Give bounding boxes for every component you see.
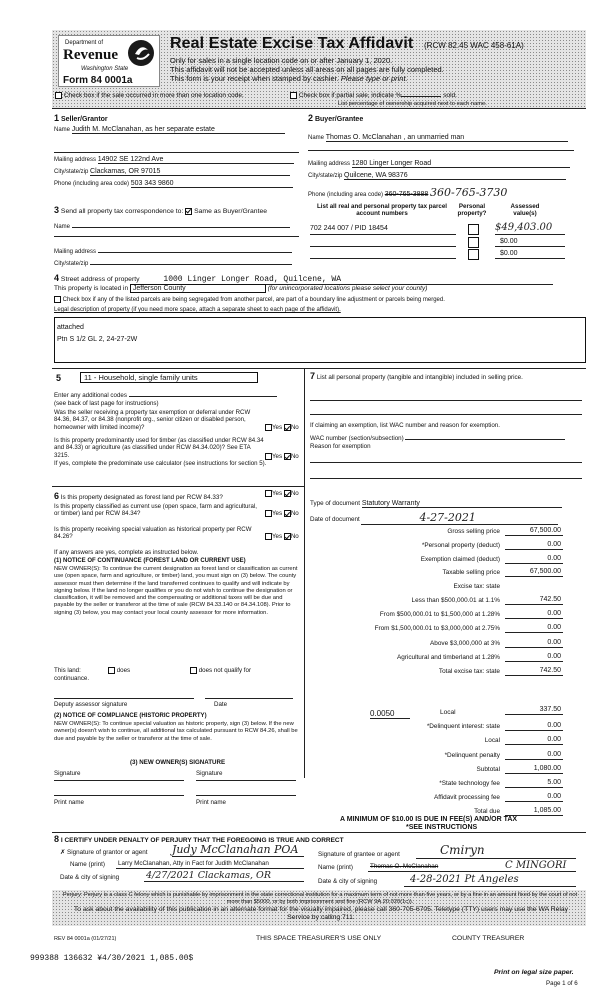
see-instructions: *SEE INSTRUCTIONS — [406, 824, 478, 831]
buyer-heading: 2 Buyer/Grantee — [308, 113, 364, 123]
new-owner-signature-title: (3) NEW OWNER(S) SIGNATURE — [130, 759, 226, 766]
grantee-date-label: Date & city of signing — [318, 878, 378, 885]
section5-q2-answer[interactable]: Yes No — [265, 453, 299, 460]
partial-sale-checkbox[interactable] — [290, 92, 297, 99]
section5-num: 5 — [56, 373, 62, 383]
seller-name[interactable]: Judith M. McClanahan, as her separate estate — [72, 126, 285, 134]
ownership-note: List percentage of ownership acquired next to each name. — [338, 101, 487, 107]
tax-row-value-10[interactable]: 742.50 — [539, 667, 561, 674]
reason-label: Reason for exemption — [310, 443, 371, 450]
buyer-phone-struck: 360-765-3888 — [384, 191, 429, 198]
local-value[interactable]: 337.50 — [539, 706, 561, 713]
tax-row-value-1[interactable]: 0.00 — [547, 541, 561, 548]
tax-row-underline-8 — [505, 647, 563, 648]
notice1-title: (1) NOTICE OF CONTINUANCE (FOREST LAND OR CURRENT USE) — [54, 558, 246, 564]
county-treasurer: COUNTY TREASURER — [452, 935, 525, 942]
tax-row-underline-6 — [505, 618, 563, 619]
perjury-text: Perjury: Perjury is a class C felony which is punishable by imprisonment in the state correctional institution for a maximum term of not more than five years, or by a fine in an amount fixed by the court of not more than $5000, or by both imprisonment and fine (RCW 9A.20.020(1c)). — [62, 892, 578, 905]
grantor-signature[interactable]: Judy McClanahan POA — [172, 843, 299, 856]
dept-state: Washington State — [81, 66, 129, 72]
owner-print-label-1: Print name — [54, 799, 84, 806]
grantor-date-label: Date & city of signing — [60, 874, 120, 881]
tax-row2-value-3[interactable]: 1,080.00 — [533, 765, 561, 772]
buyer-phone-row: Phone (including area code) 360-765-3888 360-765-3730 — [308, 186, 508, 199]
street-address[interactable]: 1000 Linger Longer Road, Quilcene, WA — [141, 275, 553, 285]
doc-date[interactable]: 4-27-2021 — [361, 511, 558, 525]
see-back: (see back of last page for instructions) — [54, 400, 159, 407]
legal-desc-box[interactable] — [54, 317, 586, 363]
parcel-col2-header: Personal property? — [457, 203, 487, 217]
tax-row2-value-0[interactable]: 0.00 — [547, 722, 561, 729]
tax-row-label-5: Less than $500,000.01 at 1.1% — [411, 597, 500, 604]
section5-q1: Was the seller receiving a property tax exemption or deferral under RCW 84.36, 84.37, or 84.38 (nonprofit org., senior citizen or disabled person, homeowner with limited income)? — [54, 409, 251, 431]
tax-row-value-6[interactable]: 0.00 — [547, 610, 561, 617]
dept-revenue: Revenue — [63, 47, 118, 63]
grantee-signature[interactable]: Cmiryn — [440, 843, 485, 857]
tax-row-underline-10 — [505, 675, 563, 676]
seller-city[interactable]: Clackamas, OR 97015 — [90, 168, 290, 176]
section6-q2-answer[interactable]: Yes No — [265, 510, 299, 517]
page-number: Page 1 of 6 — [546, 980, 578, 987]
legal-desc-line2: Ptn S 1/2 GL 2, 24-27-2W — [57, 336, 138, 343]
tax-row-value-5[interactable]: 742.50 — [539, 596, 561, 603]
notice1-text: NEW OWNER(S): To continue the current designation as forest land or classification as current use (open space, farm and agriculture, or timber) land, you must sign on (3) below. The county assessor must then determine if the land transferred continues to qualify and will indicate by signing below. If the land no longer qualifies or you do not wish to continue the designation or classification, it will be removed and the compensating or additional taxes will be due and payable by the seller or transferor at the time of sale (RCW 84.33.140 or 84.34.108). Prior to signing (3) below, you may contact your local county assessor for more information. — [54, 566, 298, 616]
section3-city-row: City/state/zip — [54, 258, 292, 267]
tax-row2-underline-5 — [505, 801, 563, 802]
tax-row-label-10: Total excise tax: state — [438, 668, 500, 675]
tax-row2-underline-4 — [505, 787, 563, 788]
grantee-sig-label: Signature of grantee or agent — [318, 851, 400, 858]
tax-row2-label-4: *State technology fee — [439, 780, 500, 787]
section3-name-row: Name — [54, 221, 290, 230]
wac-input[interactable] — [405, 434, 565, 440]
does-not-checkbox[interactable] — [190, 667, 197, 674]
tax-row-label-2: Exemption claimed (deduct) — [420, 556, 500, 563]
tax-row2-label-0: *Delinquent interest: state — [426, 723, 500, 730]
segregated-row[interactable]: Check box if any of the listed parcels are being segregated from another parcel, are part of a boundary line adjustment or parcels being merged. — [54, 296, 445, 303]
tax-row2-label-1: Local — [484, 737, 500, 744]
q1-yes-checkbox[interactable] — [265, 424, 272, 431]
tax-row-label-8: Above $3,000,000 at 3% — [430, 640, 500, 647]
section3-name[interactable] — [72, 221, 290, 228]
current-use-no-checkbox[interactable] — [284, 510, 291, 517]
personal-property-checkbox-2[interactable] — [468, 237, 479, 248]
does-not-option[interactable]: does not qualify for — [190, 667, 251, 674]
grantee-name-label: Name (print) — [318, 864, 353, 871]
this-land-row: This land: — [54, 667, 81, 674]
tax-row2-underline-2 — [505, 759, 563, 760]
owner-sig-label-2: Signature — [196, 770, 223, 777]
buyer-mailing-row: Mailing address 1280 Linger Longer Road — [308, 160, 570, 168]
partial-sale-check[interactable]: Check box if partial sale, indicate % sold. — [290, 92, 457, 99]
section6-q3: Is this property receiving special valuation as historical property per RCW 84.26? — [54, 526, 252, 541]
grantee-name-handwritten[interactable]: C MINGORI — [505, 860, 567, 871]
does-option[interactable]: does — [108, 667, 130, 674]
header-line1: Only for sales in a single location code on or after January 1, 2020. — [170, 56, 393, 65]
current-use-yes-checkbox[interactable] — [265, 510, 272, 517]
grantor-name[interactable]: Larry McClanahan, Atty in Fact for Judith McClanahan — [118, 860, 269, 867]
section5-q1-answer[interactable]: Yes No — [265, 424, 299, 431]
buyer-name[interactable]: Thomas O. McClanahan , an unmarried man — [326, 134, 568, 142]
section7-text: 7 List all personal property (tangible and intangible) included in selling price. — [310, 371, 523, 381]
doc-date-row: Date of document 4-27-2021 — [310, 511, 558, 525]
tax-row-label-9: Agricultural and timberland at 1.28% — [396, 654, 500, 661]
revenue-seal-icon — [127, 39, 155, 67]
county-select[interactable]: Jefferson County — [130, 284, 266, 293]
seller-mailing[interactable]: 14902 SE 122nd Ave — [98, 156, 294, 164]
buyer-city[interactable]: Quilcene, WA 98376 — [344, 172, 566, 180]
tax-row-label-7: From $1,500,000.01 to $3,000,000 at 2.75% — [374, 625, 500, 632]
street-row: 4 Street address of property 1000 Linger Longer Road, Quilcene, WA — [54, 273, 553, 285]
tax-row-value-3[interactable]: 67,500.00 — [529, 568, 561, 575]
tax-row-underline-2 — [505, 563, 563, 564]
tax-row-underline-0 — [505, 535, 563, 536]
seller-phone-row: Phone (including area code) 503 343 9860 — [54, 180, 293, 188]
tax-row-label-0: Gross selling price — [447, 528, 500, 535]
tax-row-value-0[interactable]: 67,500.00 — [529, 527, 561, 534]
additional-codes-row: Enter any additional codes — [54, 391, 277, 399]
section6-q2: Is this property classified as current use (open space, farm and agricultural, or timber) land per RCW 84.34? — [54, 503, 257, 518]
tax-row2-label-2: *Delinquent penalty — [444, 752, 500, 759]
seller-phone[interactable]: 503 343 9860 — [131, 180, 293, 188]
seller-heading: 1 Seller/Grantor — [54, 113, 108, 123]
seller-mailing-row: Mailing address 14902 SE 122nd Ave — [54, 156, 294, 164]
seller-name-row: Name Judith M. McClanahan, as her separate estate — [54, 126, 299, 134]
doc-type[interactable]: Statutory Warranty — [362, 500, 562, 508]
parcel-value-2[interactable]: $0.00 — [500, 238, 518, 245]
tax-row-underline-7 — [505, 632, 563, 633]
notice2-title: (2) NOTICE OF COMPLIANCE (HISTORIC PROPERTY) — [54, 713, 207, 719]
multi-location-check[interactable]: Check box if the sale occurred in more than one location code. — [55, 92, 244, 99]
owner-sig-label-1: Signature — [54, 770, 81, 777]
forest-no-checkbox[interactable] — [284, 490, 291, 497]
q2-yes-checkbox[interactable] — [265, 453, 272, 460]
doc-type-row: Type of document Statutory Warranty — [310, 500, 562, 508]
personal-property-checkbox-1[interactable] — [468, 224, 479, 235]
tax-row2-value-4[interactable]: 5.00 — [547, 779, 561, 786]
tax-row-underline-9 — [505, 661, 563, 662]
tax-row2-value-5[interactable]: 0.00 — [547, 793, 561, 800]
section3-mailing[interactable] — [98, 246, 292, 253]
tax-row-value-8[interactable]: 0.00 — [547, 639, 561, 646]
parcel-value-1[interactable]: $49,403.00 — [495, 222, 553, 233]
parcel-value-3[interactable]: $0.00 — [500, 250, 518, 257]
legal-desc-label: Legal description of property (if you need more space, attach a separate sheet to each page of the affidavit). — [54, 307, 341, 313]
parcel-number-1[interactable]: 702 244 007 / PID 18454 — [310, 225, 388, 232]
buyer-name-row: Name Thomas O. McClanahan , an unmarried man — [308, 134, 568, 142]
q1-no-checkbox[interactable] — [284, 424, 291, 431]
q2-no-checkbox[interactable] — [284, 453, 291, 460]
tax-row2-value-1[interactable]: 0.00 — [547, 736, 561, 743]
legal-desc-line1: attached — [57, 324, 84, 331]
tax-row2-label-5: Affidavit processing fee — [434, 794, 500, 801]
grantee-date-city[interactable]: 4-28-2021 Pt Angeles — [410, 874, 519, 885]
tax-row-value-9[interactable]: 0.00 — [547, 653, 561, 660]
revenue-logo — [58, 35, 160, 87]
segregated-checkbox[interactable] — [54, 296, 61, 303]
historic-yes-checkbox[interactable] — [265, 533, 272, 540]
section5-q2b: If yes, complete the predominate use calculator (see instructions for section 5). — [54, 460, 267, 467]
tax-row-value-7[interactable]: 0.00 — [547, 624, 561, 631]
tax-row-label-1: *Personal property (deduct) — [421, 542, 500, 549]
use-code-select[interactable]: 11 - Household, single family units — [80, 372, 258, 383]
tax-row-underline-3 — [505, 576, 563, 577]
tax-row-underline-1 — [505, 549, 563, 550]
parcel-col1-header: List all real and personal property tax parcel account numbers — [317, 203, 447, 217]
tax-row2-label-6: Total due — [474, 808, 500, 815]
print-on-legal: Print on legal size paper. — [494, 969, 574, 976]
tax-row2-value-2[interactable]: 0.00 — [547, 751, 561, 758]
tax-row2-underline-3 — [505, 773, 563, 774]
tax-row2-label-3: Subtotal — [476, 766, 500, 773]
section3-city[interactable] — [90, 258, 292, 265]
tax-row-label-4: Excise tax: state — [453, 583, 500, 590]
historic-no-checkbox[interactable] — [284, 533, 291, 540]
local-label: Local — [440, 709, 456, 716]
tax-row2-value-6[interactable]: 1,085.00 — [533, 807, 561, 814]
owner-print-label-2: Print name — [196, 799, 226, 806]
grantee-name[interactable]: Thomas O. McClanahan — [370, 863, 439, 870]
tax-row-underline-5 — [505, 604, 563, 605]
buyer-city-row: City/state/zip Quilcene, WA 98376 — [308, 172, 566, 180]
section6-q1-answer[interactable]: Yes No — [265, 490, 299, 497]
wac-row: WAC number (section/subsection) — [310, 434, 565, 442]
tax-row-label-3: Taxable selling price — [442, 569, 500, 576]
tax-row2-underline-1 — [505, 744, 563, 745]
rev-number: REV 84 0001a (01/27/21) — [54, 936, 117, 942]
notice2-text: NEW OWNER(S): To continue special valuation as historic property, sign (3) below. If the new owner(s) doesn't wish to continue, all additional tax calculated pursuant to RCW 84.26, shall be due and payable by the seller or transferor at the time of sale. — [54, 721, 298, 742]
page-title: Real Estate Excise Tax Affidavit — [170, 35, 414, 52]
grantor-date-city[interactable]: 4/27/2021 Clackamas, OR — [146, 870, 271, 881]
local-rate[interactable]: 0.0050 — [370, 709, 395, 718]
parcel-col3-header: Assessed value(s) — [510, 203, 540, 217]
header-line3: This form is your receipt when stamped by cashier. Please type or print. — [170, 74, 408, 83]
section3-text: 3 Send all property tax correspondence to: Same as Buyer/Grantee — [54, 205, 268, 215]
deputy-signature-label: Deputy assessor signature — [54, 701, 128, 708]
section6-q1: 6 Is this property designated as forest land per RCW 84.33? — [54, 491, 223, 501]
form-id: Form 84 0001a — [63, 75, 133, 86]
section5-q2: Is this property predominantly used for timber (as classified under RCW 84.34 and 84.33) or agriculture (as classified under RCW 84.34.020)? See ETA 3215. — [54, 437, 264, 459]
additional-codes-input[interactable] — [129, 391, 277, 397]
forest-yes-checkbox[interactable] — [265, 490, 272, 497]
dept-line1: Department of — [65, 40, 104, 46]
buyer-mailing[interactable]: 1280 Linger Longer Road — [352, 160, 570, 168]
seller-city-row: City/state/zip Clackamas, OR 97015 — [54, 168, 290, 176]
grantor-sig-row: ✗ Signature of grantor or agent — [60, 849, 148, 856]
exemption-text: If claiming an exemption, list WAC number and reason for exemption. — [310, 422, 500, 429]
minimum-note: A MINIMUM OF $10.00 IS DUE IN FEE(S) AND/OR TAX — [340, 816, 518, 823]
certify-text: 8 I CERTIFY UNDER PENALTY OF PERJURY THAT THE FOREGOING IS TRUE AND CORRECT — [54, 834, 344, 844]
personal-property-checkbox-3[interactable] — [468, 249, 479, 260]
accessibility-text: To ask about the availability of this publication in an alternate format for the visually impaired, please call 360-705-6705. Teletype (TTY) users may use the WA Relay Service by calling 711. — [73, 906, 569, 921]
tax-row2-underline-0 — [505, 730, 563, 731]
buyer-phone-handwritten[interactable]: 360-765-3730 — [430, 186, 508, 199]
tax-row-label-6: From $500,000.01 to $1,500,000 at 1.28% — [379, 611, 500, 618]
section3-mailing-row: Mailing address — [54, 246, 292, 255]
title-ref: (RCW 82.45 WAC 458-61A) — [424, 41, 524, 50]
section6-if-any: If any answers are yes, complete as instructed below. — [54, 549, 199, 556]
treasurer-only: THIS SPACE TREASURER'S USE ONLY — [256, 935, 382, 942]
grantor-name-label: Name (print) — [70, 861, 105, 868]
deputy-date-label: Date — [214, 701, 228, 708]
same-as-buyer-checkbox[interactable] — [185, 208, 192, 215]
tax-row-value-2[interactable]: 0.00 — [547, 555, 561, 562]
does-checkbox[interactable] — [108, 667, 115, 674]
header-line2: This affidavit will not be accepted unless all areas on all pages are fully completed. — [170, 65, 444, 74]
receipt-stamp: 999388 136632 ¥4/30/2021 1,085.00$ — [30, 954, 194, 963]
multi-location-checkbox[interactable] — [55, 92, 62, 99]
continuance-label: continuance. — [54, 675, 90, 682]
county-row: This property is located in Jefferson County (for unincorporated locations please select your county) — [54, 285, 428, 292]
section6-q3-answer[interactable]: Yes No — [265, 533, 299, 540]
